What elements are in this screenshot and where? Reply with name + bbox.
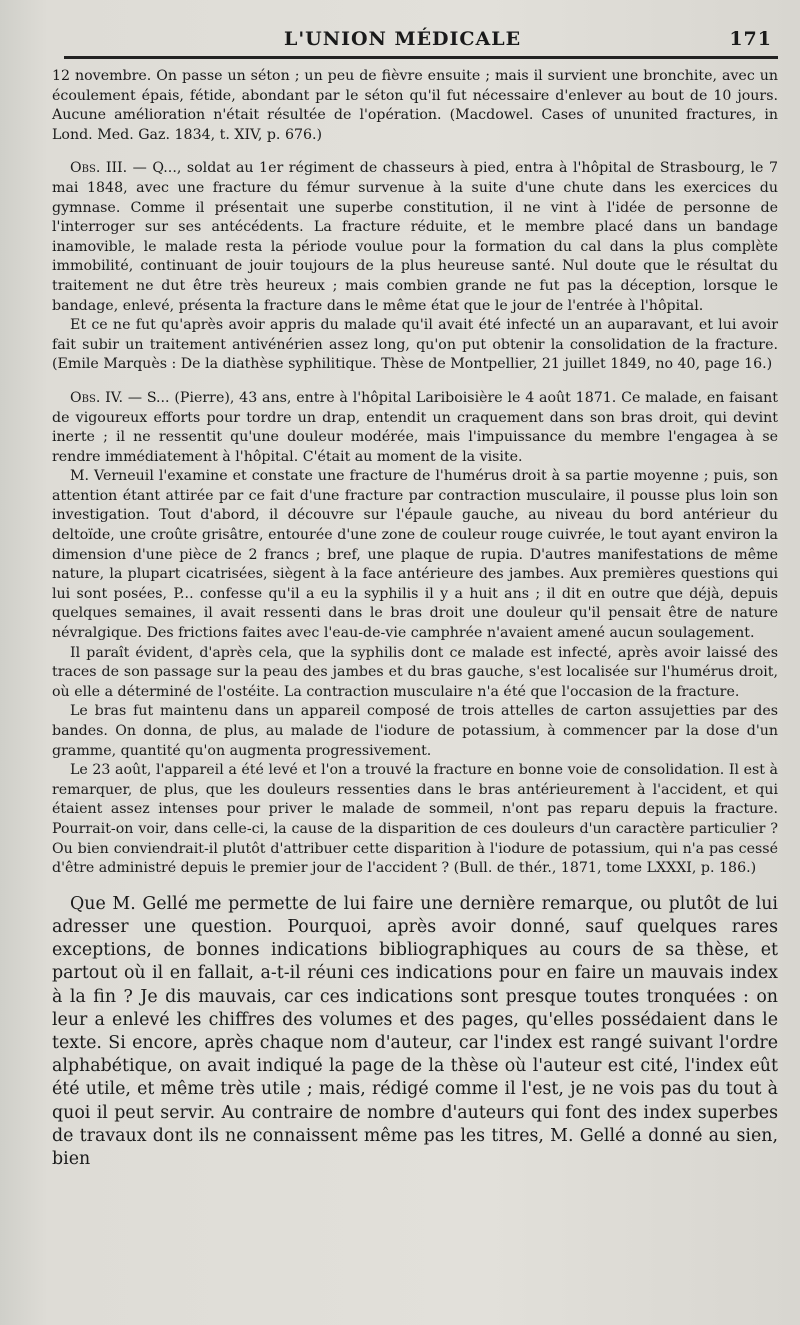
paragraph: Il paraît évident, d'après cela, que la syphilis dont ce malade est infecté, après avoir laissé des traces de son passage sur la peau des jambes et du bras gauche, s'est localisée sur l'humérus droit, où elle a déterminé de l'ostéite. La contraction musculaire n'a été que l'occasion de la fracture. — [52, 644, 778, 700]
paragraph-text: — S... (Pierre), 43 ans, entre à l'hôpital Lariboisière le 4 août 1871. Ce malade, en faisant de vigoureux efforts pour tordre un drap, entendit un craquement dans son bras droit, qui devint inerte ; il ne ressentit qu'une douleur modérée, mais l'impuissance du membre l'engagea à se rendre immédiatement à l'hôpital. C'était au moment de la visite. — [52, 389, 778, 465]
observation-label: Obs. III. — [70, 160, 128, 177]
paragraph: Que M. Gellé me permette de lui faire une dernière remarque, ou plutôt de lui adresser une question. Pourquoi, après avoir donné, sauf quelques rares exceptions, de bonnes indications bibliographiques au cours de sa thèse, et partout où il en fallait, a-t-il réuni ces indications pour en faire un mauvais index à la fin ? Je dis mauvais, car ces indications sont presque toutes tronquées : on leur a enlevé les chiffres des volumes et des pages, qu'elles possédaient dans le texte. Si encore, après chaque nom d'auteur, car l'index est rangé suivant l'ordre alphabétique, on avait indiqué la page de la thèse où l'auteur est cité, l'index eût été utile, et même très utile ; mais, rédigé comme il l'est, je ne vois pas du tout à quoi il peut servir. Au contraire de nombre d'auteurs qui font des index superbes de travaux dont ils ne connaissent même pas les titres, M. Gellé a donné au sien, bien — [52, 893, 778, 1169]
paragraph — [52, 159, 778, 316]
paragraph: Le bras fut maintenu dans un appareil composé de trois attelles de carton assujetties par des bandes. On donna, de plus, au malade de l'iodure de potassium, à commencer par la dose d'un gramme, quantité qu'on augmenta progressivement. — [52, 703, 778, 759]
paragraph-text: — Q..., soldat au 1er régiment de chasseurs à pied, entra à l'hôpital de Strasbourg, le 7 mai 1848, avec une fracture du fémur survenue à la suite d'une chute dans les exercices du gymnase. Comme il présentait une superbe constitution, il ne vint à l'idée de personne de l'interroger sur ses antécédents. La fracture réduite, et le membre placé dans un bandage inamovible, le malade resta la période voulue pour la formation du cal dans la plus complète immobilité, continuant de jouir toujours de la plus heureuse santé. Nul doute que le résultat du traitement ne dut être très heureux ; mais combien grande ne fut pas la déception, lorsque le bandage, enlevé, présenta la fracture dans le même état que le jour de l'entrée à l'hôpital. — [52, 160, 778, 314]
paragraph: Et ce ne fut qu'après avoir appris du malade qu'il avait été infecté un an auparavant, et lui avoir fait subir un traitement antivénérien assez long, qu'on put obtenir la consolidation de la fracture. (Emile Marquès : De la diathèse syphilitique. Thèse de Montpellier, 21 juillet 1849, no 40, page 16.) — [52, 317, 778, 373]
page-number: 171 — [729, 28, 772, 50]
header-rule — [64, 56, 778, 59]
running-header — [52, 28, 778, 50]
closing-remarks — [52, 893, 778, 1171]
observation-ii-end — [52, 67, 778, 145]
observation-iii — [52, 159, 778, 375]
paragraph — [52, 389, 778, 467]
paragraph: 12 novembre. On passe un séton ; un peu de fièvre ensuite ; mais il survient une bronchite, avec un écoulement épais, fétide, abondant par le séton qu'il fut nécessaire d'enlever au bout de 10 jours. Aucune amélioration n'était résultée de l'opération. (Macdowel. Cases of ununited fractures, in Lond. Med. Gaz. 1834, t. XIV, p. 676.) — [52, 68, 778, 143]
observation-iv — [52, 389, 778, 879]
journal-title: L'UNION MÉDICALE — [284, 28, 522, 50]
paragraph: M. Verneuil l'examine et constate une fracture de l'humérus droit à sa partie moyenne ; puis, son attention étant attirée par ce fait d'une fracture par contraction musculaire, il pousse plus loin son investigation. Tout d'abord, il découvre sur l'épaule gauche, au niveau du bord antérieur du deltoïde, une croûte grisâtre, entourée d'une zone de couleur rouge cuivrée, le tout ayant environ la dimension d'une pièce de 2 francs ; bref, une plaque de rupia. D'autres manifestations de même nature, la plupart cicatrisées, siègent à la face antérieure des jambes. Aux premières questions qui lui sont posées, P... confesse qu'il a eu la syphilis il y a huit ans ; il dit en outre que déjà, depuis quelques semaines, il avait ressenti dans le bras droit une douleur qu'il pensait être de nature névralgique. Des frictions faites avec l'eau-de-vie camphrée n'avaient amené aucun soulagement. — [52, 468, 778, 642]
observation-label: Obs. IV. — [70, 389, 124, 406]
paragraph: Le 23 août, l'appareil a été levé et l'on a trouvé la fracture en bonne voie de consolidation. Il est à remarquer, de plus, que les douleurs ressenties dans le bras antérieurement à l'accident, et qui étaient assez intenses pour priver le malade de sommeil, n'ont pas reparu depuis la fracture. Pourrait-on voir, dans celle-ci, la cause de la disparition de ces douleurs d'un caractère particulier ? Ou bien conviendrait-il plutôt d'attribuer cette disparition à l'iodure de potassium, qui n'a pas cessé d'être administré depuis le premier jour de l'accident ? (Bull. de thér., 1871, tome LXXXI, p. 186.) — [52, 762, 778, 877]
